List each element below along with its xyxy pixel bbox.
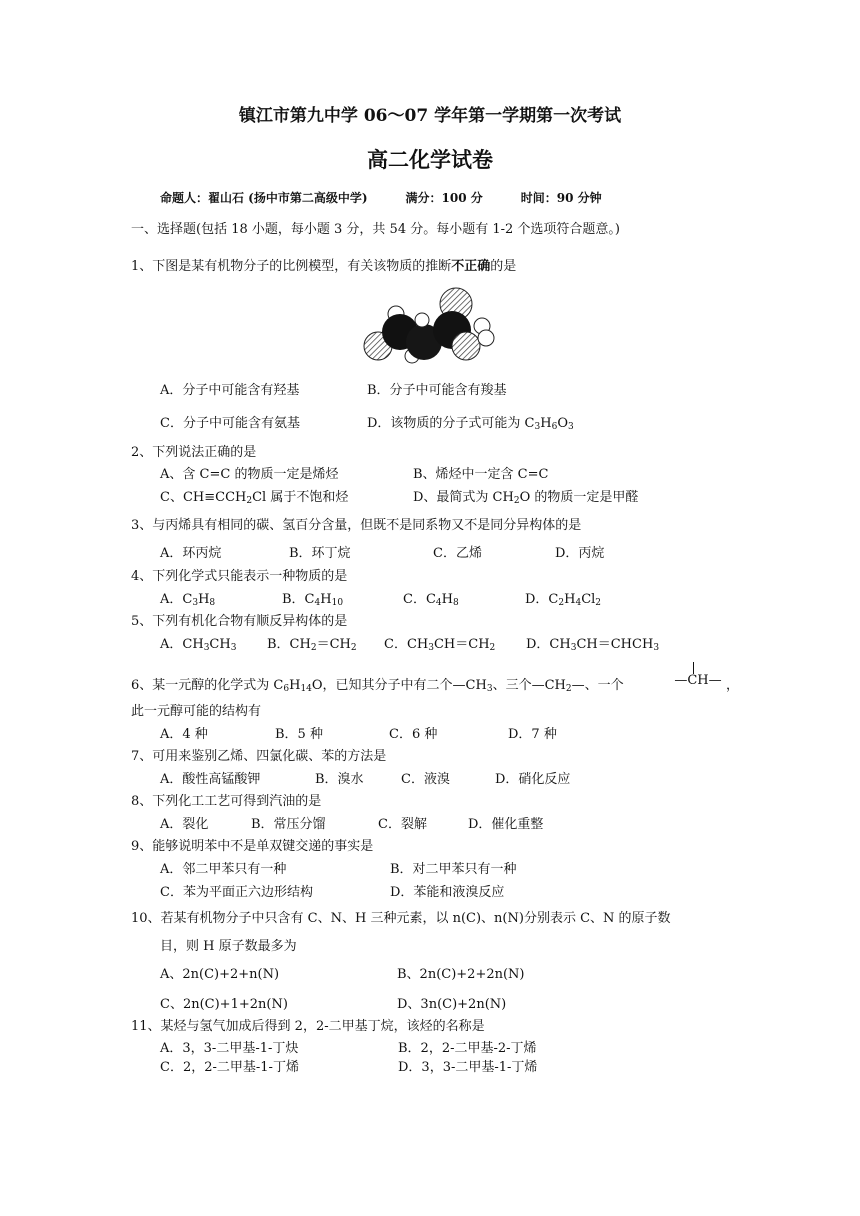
question-10-option-a: A、2n(C)+2+n(N) bbox=[160, 967, 280, 982]
question-3-option-c: C．乙烯 bbox=[433, 546, 482, 561]
question-1-option-b: B．分子中可能含有羧基 bbox=[367, 383, 507, 398]
question-2-option-d: D、最简式为 $CH_2O$ 的物质一定是甲醛 bbox=[413, 490, 639, 506]
question-11-stem: 11、某烃与氢气加成后得到 2，2-二甲基丁烷，该烃的名称是 bbox=[131, 1019, 485, 1034]
methine-group-symbol: —CH— bbox=[672, 664, 724, 694]
question-7-option-d: D．硝化反应 bbox=[495, 772, 571, 787]
question-1-stem: 1、下图是某有机物分子的比例模型，有关该物质的推断不正确的是 bbox=[131, 259, 517, 274]
question-7-option-c: C．液溴 bbox=[401, 772, 450, 787]
question-4-option-a: A．$C_3H_8$ bbox=[160, 592, 216, 608]
question-10-option-d: D、3n(C)+2n(N) bbox=[397, 997, 507, 1012]
question-11-option-d: D．3，3-二甲基-1-丁烯 bbox=[398, 1060, 538, 1075]
question-10-stem: 10、若某有机物分子中只含有 C、N、H 三种元素，以 n(C)、n(N)分别表示 C、N 的原子数 bbox=[131, 911, 671, 926]
question-6-option-b: B．5 种 bbox=[275, 727, 323, 742]
question-10-stem-line2: 目，则 H 原子数最多为 bbox=[160, 939, 297, 954]
question-5-stem: 5、下列有机化合物有顺反异构体的是 bbox=[131, 614, 348, 629]
question-4-option-b: B．$C_4H_{10}$ bbox=[282, 592, 344, 608]
question-1-option-d: D．该物质的分子式可能为 $C_3H_6O_3$ bbox=[367, 416, 574, 432]
score-label: 满分：100 分 bbox=[405, 191, 483, 205]
question-2-option-c: C、$CH\equiv CCH_2Cl$ 属于不饱和烃 bbox=[160, 490, 349, 506]
question-7-option-a: A．酸性高锰酸钾 bbox=[160, 772, 261, 787]
question-7-stem: 7、可用来鉴别乙烯、四氯化碳、苯的方法是 bbox=[131, 749, 387, 764]
question-3-option-a: A．环丙烷 bbox=[160, 546, 222, 561]
section-heading: 一、选择题(包括 18 小题，每小题 3 分，共 54 分。每小题有 1-2 个选项符合题意。) bbox=[131, 222, 620, 237]
question-3-option-b: B．环丁烷 bbox=[289, 546, 351, 561]
question-11-option-b: B．2，2-二甲基-2-丁烯 bbox=[398, 1041, 537, 1056]
question-5-option-d: D．$CH_3CH=CHCH_3$ bbox=[526, 637, 660, 653]
question-11-option-a: A．3，3-二甲基-1-丁炔 bbox=[160, 1041, 299, 1056]
question-8-option-c: C．裂解 bbox=[378, 817, 427, 832]
question-11-option-c: C．2，2-二甲基-1-丁烯 bbox=[160, 1060, 299, 1075]
question-6-stem: 6、某一元醇的化学式为 $C_6H_{14}O$，已知其分子中有二个$—CH_3$、三个$—CH_2—$、一个 bbox=[131, 678, 624, 694]
hydrogen-atom bbox=[415, 313, 429, 327]
molecule-ball-model-image bbox=[360, 286, 502, 366]
question-2-option-a: A、含 C=C 的物质一定是烯烃 bbox=[160, 467, 339, 482]
question-1-option-a: A．分子中可能含有羟基 bbox=[160, 383, 300, 398]
question-8-option-d: D．催化重整 bbox=[468, 817, 544, 832]
question-8-option-b: B．常压分馏 bbox=[251, 817, 326, 832]
question-4-option-c: C．$C_4H_8$ bbox=[403, 592, 459, 608]
question-9-option-c: C．苯为平面正六边形结构 bbox=[160, 885, 313, 900]
oxygen-atom bbox=[452, 332, 480, 360]
question-7-option-b: B．溴水 bbox=[315, 772, 364, 787]
question-8-option-a: A．裂化 bbox=[160, 817, 209, 832]
question-10-option-c: C、2n(C)+1+2n(N) bbox=[160, 997, 288, 1012]
question-2-stem: 2、下列说法正确的是 bbox=[131, 445, 257, 460]
question-8-stem: 8、下列化工工艺可得到汽油的是 bbox=[131, 794, 322, 809]
question-6-option-a: A．4 种 bbox=[160, 727, 208, 742]
question-9-option-d: D．苯能和液溴反应 bbox=[390, 885, 505, 900]
question-4-stem: 4、下列化学式只能表示一种物质的是 bbox=[131, 569, 348, 584]
question-4-option-d: D．$C_2H_4Cl_2$ bbox=[525, 592, 602, 608]
question-3-stem: 3、与丙烯具有相同的碳、氢百分含量，但既不是同系物又不是同分异构体的是 bbox=[131, 518, 582, 533]
time-label: 时间：90 分钟 bbox=[520, 191, 602, 205]
exam-subject-title: 高二化学试卷 bbox=[367, 147, 493, 172]
exam-meta bbox=[160, 190, 602, 206]
question-9-option-b: B．对二甲苯只有一种 bbox=[390, 862, 517, 877]
question-6-option-c: C．6 种 bbox=[389, 727, 438, 742]
question-10-option-b: B、2n(C)+2+2n(N) bbox=[397, 967, 525, 982]
hydrogen-atom bbox=[478, 330, 494, 346]
question-9-option-a: A．邻二甲苯只有一种 bbox=[160, 862, 287, 877]
question-1-option-c: C．分子中可能含有氨基 bbox=[160, 416, 300, 431]
question-5-option-a: A．$CH_3CH_3$ bbox=[160, 637, 237, 653]
question-9-stem: 9、能够说明苯中不是单双键交递的事实是 bbox=[131, 839, 374, 854]
question-6-stem-end: ， bbox=[726, 678, 740, 693]
question-5-option-c: C．$CH_3CH=CH_2$ bbox=[384, 637, 496, 653]
question-5-option-b: B．$CH_2=CH_2$ bbox=[267, 637, 357, 653]
question-6-stem-line2: 此一元醇可能的结构有 bbox=[131, 704, 262, 719]
question-2-option-b: B、烯烃中一定含 C=C bbox=[413, 467, 549, 482]
question-3-option-d: D．丙烷 bbox=[555, 546, 605, 561]
exam-school-title: 镇江市第九中学 06～07 学年第一学期第一次考试 bbox=[238, 106, 622, 126]
author-label: 命题人：翟山石 (扬中市第二高级中学) bbox=[160, 191, 368, 205]
question-6-option-d: D．7 种 bbox=[508, 727, 557, 742]
